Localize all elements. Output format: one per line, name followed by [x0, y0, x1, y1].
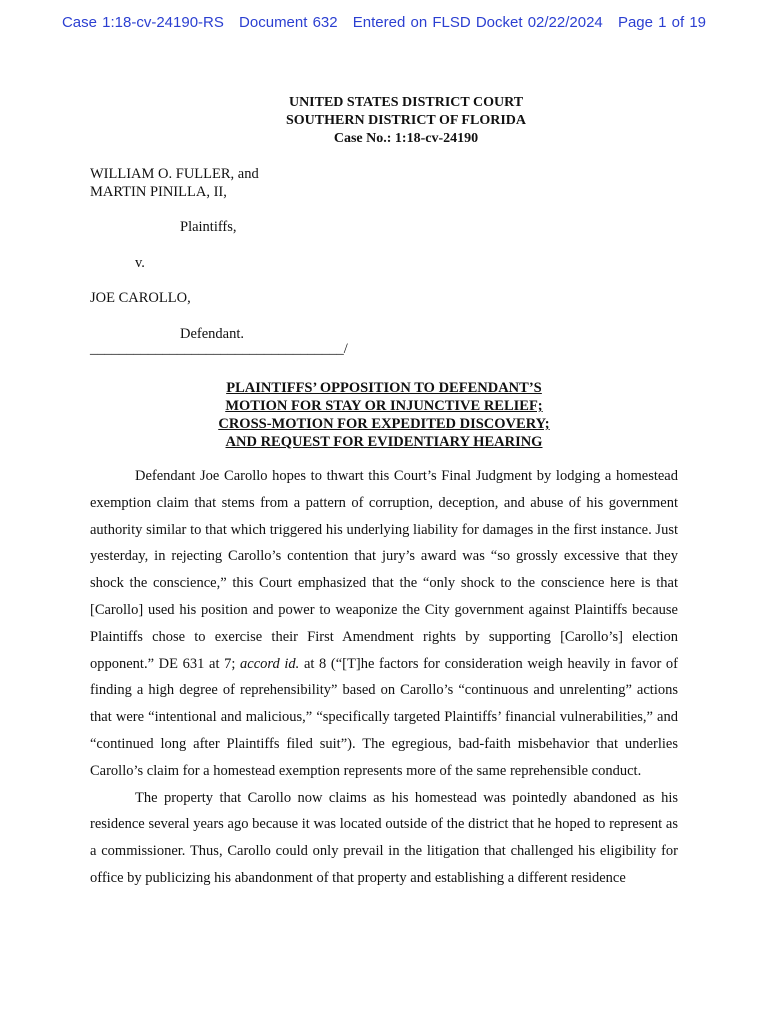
case-number-stamp: Case 1:18-cv-24190-RS — [61, 14, 224, 31]
title-line: CROSS-MOTION FOR EXPEDITED DISCOVERY; — [218, 416, 550, 432]
body-paragraph — [90, 463, 678, 785]
versus-label: v. — [135, 255, 145, 271]
document-body — [90, 463, 678, 892]
citation-signal: accord id. — [240, 655, 300, 672]
court-district: SOUTHERN DISTRICT OF FLORIDA — [286, 113, 526, 128]
court-heading — [0, 94, 768, 148]
defendant-label: Defendant. — [180, 326, 245, 342]
court-name: UNITED STATES DISTRICT COURT — [288, 95, 524, 110]
title-line: AND REQUEST FOR EVIDENTIARY HEARING — [225, 434, 543, 450]
page-count-stamp: Page 1 of 19 — [617, 14, 707, 31]
docket-header — [0, 14, 768, 31]
document-title — [0, 379, 768, 451]
entered-docket-stamp: Entered on FLSD Docket 02/22/2024 — [352, 14, 603, 31]
case-number: Case No.: 1:18-cv-24190 — [333, 131, 479, 146]
plaintiff-name: WILLIAM O. FULLER, and — [90, 166, 259, 182]
plaintiff-name: MARTIN PINILLA, II, — [90, 184, 227, 200]
paragraph-text: Defendant Joe Carollo hopes to thwart this Court’s Final Judgment by lodging a homestead exemption claim that stems from a pattern of corruption, deception, and abuse of his government authority similar to that which triggered his underlying liability for damages in the first instance. Just yesterday, in rejecting Carollo’s contention that jury’s award was “so grossly excessive that they shock the conscience,” this Court emphasized that the “only shock to the conscience here is that [Carollo] used his position and power to weaponize the City government against Plaintiffs because Plaintiffs chose to exercise their First Amendment rights by supporting [Carollo’s] election opponent.” DE 631 at 7; — [90, 468, 678, 672]
paragraph-text: at 8 (“[T]he factors for consideration weigh heavily in favor of finding a high degree of reprehensibility” based on Carollo’s “continuous and unrelenting” actions that were “intentional and malicious,” “specifically targeted Plaintiffs’ financial vulnerabilities,” and “continued long after Plaintiffs filed suit”). The egregious, bad-faith misbehavior that underlies Carollo’s claim for a homestead exemption represents more of the same reprehensible conduct. — [90, 655, 678, 779]
plaintiffs-label: Plaintiffs, — [180, 219, 237, 235]
caption-rule: ___________________________________/ — [90, 341, 348, 357]
title-line: MOTION FOR STAY OR INJUNCTIVE RELIEF; — [225, 398, 543, 414]
defendant-name: JOE CAROLLO, — [90, 290, 191, 306]
title-line: PLAINTIFFS’ OPPOSITION TO DEFENDANT’S — [226, 380, 542, 396]
body-paragraph: The property that Carollo now claims as his homestead was pointedly abandoned as his residence several years ago because it was located outside of the district that he hoped to represent as a commissioner. Thus, Carollo could only prevail in the litigation that challenged his eligibility for office by publicizing his abandonment of that property and establishing a different residence — [90, 789, 678, 886]
document-number-stamp: Document 632 — [239, 14, 338, 31]
